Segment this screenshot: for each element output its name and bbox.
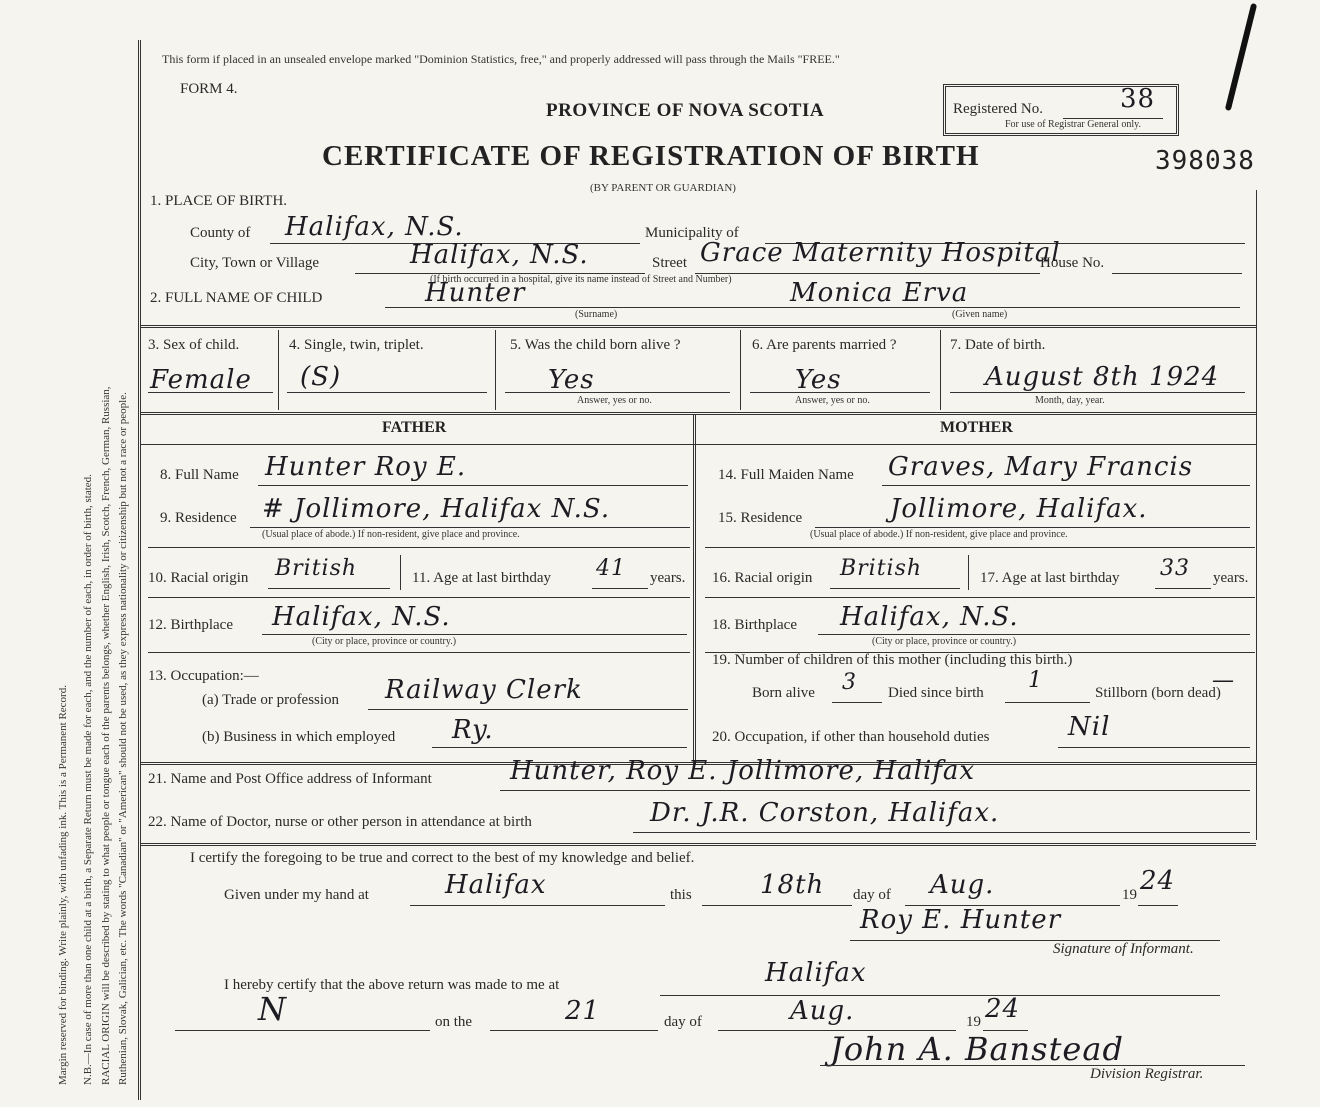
mother-occupation-label: 20. Occupation, if other than household duties [712, 729, 990, 745]
date-of-birth-value: August 8th 1924 [985, 362, 1220, 392]
mother-occupation-value: Nil [1068, 712, 1111, 742]
registrar-extra: N [258, 990, 287, 1028]
mother-name-label: 14. Full Maiden Name [718, 467, 854, 483]
children-count-label: 19. Number of children of this mother (including this birth.) [712, 652, 1073, 668]
given-year-prefix: 19 [1122, 887, 1137, 903]
on-the-label: on the [435, 1014, 473, 1030]
business-value: Ry. [452, 715, 494, 745]
child-name-label: 2. FULL NAME OF CHILD [150, 290, 323, 306]
given-under-label: Given under my hand at [224, 887, 369, 903]
mother-residence-value: Jollimore, Halifax. [890, 494, 1148, 524]
informant-signature-caption: Signature of Informant. [1053, 941, 1194, 957]
certificate-title: CERTIFICATE OF REGISTRATION OF BIRTH [322, 140, 980, 172]
form-number: FORM 4. [180, 81, 238, 97]
date-of-birth-caption: Month, day, year. [1035, 395, 1105, 406]
father-racial-label: 10. Racial origin [148, 570, 249, 586]
father-heading: FATHER [382, 419, 447, 436]
doctor-value: Dr. J.R. Corston, Halifax. [650, 798, 1000, 828]
registrar-place: Halifax [765, 958, 867, 988]
house-label: House No. [1040, 255, 1105, 271]
registration-year-prefix: 19 [966, 1014, 981, 1030]
county-label: County of [190, 225, 251, 241]
parents-married-question: 6. Are parents married ? [752, 337, 897, 353]
city-value: Halifax, N.S. [410, 240, 589, 270]
street-label: Street [652, 255, 687, 271]
column-divider [693, 414, 696, 764]
province-title: PROVINCE OF NOVA SCOTIA [546, 100, 825, 121]
date-of-birth-label: 7. Date of birth. [950, 337, 1046, 353]
father-age-label: 11. Age at last birthday [412, 570, 551, 586]
died-since-birth-label: Died since birth [888, 685, 984, 701]
sex-label: 3. Sex of child. [148, 337, 240, 353]
father-name-value: Hunter Roy E. [265, 452, 467, 482]
registrar-statement: I hereby certify that the above return was made to me at [224, 977, 560, 993]
postal-notice: This form if placed in an unsealed envelope marked "Dominion Statistics, free," and properly addressed will pass through the Mails "FREE." [162, 52, 840, 66]
died-since-birth-value: 1 [1028, 668, 1043, 693]
municipality-label: Municipality of [645, 225, 739, 241]
registration-year: 24 [985, 994, 1021, 1024]
trade-label: (a) Trade or profession [202, 692, 340, 708]
stamp-number: 398038 [1155, 146, 1255, 176]
mother-years: years. [1213, 570, 1249, 586]
stillborn-label: Stillborn (born dead) [1095, 685, 1221, 701]
born-alive-question: 5. Was the child born alive ? [510, 337, 681, 353]
mother-racial-value: British [840, 556, 923, 581]
given-day-of-label: day of [853, 887, 891, 903]
father-birthplace-caption: (City or place, province or country.) [312, 636, 457, 647]
business-label: (b) Business in which employed [202, 729, 396, 745]
trade-value: Railway Clerk [385, 675, 583, 705]
informant-signature: Roy E. Hunter [860, 905, 1062, 935]
mother-birthplace-label: 18. Birthplace [712, 617, 797, 633]
mother-racial-label: 16. Racial origin [712, 570, 813, 586]
father-residence-value: # Jollimore, Halifax N.S. [262, 494, 611, 524]
hospital-note: (If birth occurred in a hospital, give its name instead of Street and Number) [430, 274, 732, 285]
given-place: Halifax [445, 870, 547, 900]
margin-note-4: Ruthenian, Slovak, Galician, etc. The words "Canadian" or "American" should not be used, as they express nationality or citizenship but not a race or people. [117, 392, 129, 1085]
mother-birthplace-value: Halifax, N.S. [840, 602, 1019, 632]
stillborn-value: — [1212, 668, 1235, 693]
registrar-note: For use of Registrar General only. [1005, 119, 1141, 130]
given-day: 18th [760, 870, 825, 900]
certificate-subtitle: (BY PARENT OR GUARDIAN) [590, 182, 736, 194]
father-residence-caption: (Usual place of abode.) If non-resident, give place and province. [262, 529, 520, 540]
registration-day: 21 [565, 996, 601, 1026]
mother-residence-caption: (Usual place of abode.) If non-resident, give place and province. [810, 529, 1068, 540]
mother-age-value: 33 [1160, 556, 1190, 581]
this-label: this [670, 887, 692, 903]
surname-caption: (Surname) [575, 309, 618, 320]
informant-value: Hunter, Roy E. Jollimore, Halifax [510, 756, 976, 786]
born-alive-count-value: 3 [842, 670, 857, 695]
margin-note-3: RACIAL ORIGIN will be described by stating to what people or tongue each of the parents belongs, whether English, Irish, Scotch, French, German, Russian, [100, 386, 112, 1085]
registration-day-of-label: day of [664, 1014, 702, 1030]
mother-birthplace-caption: (City or place, province or country.) [872, 636, 1017, 647]
child-given-name: Monica Erva [790, 278, 969, 308]
registration-month: Aug. [790, 996, 855, 1026]
father-birthplace-value: Halifax, N.S. [272, 602, 451, 632]
registrar-signature-caption: Division Registrar. [1090, 1066, 1204, 1082]
margin-note-2: N.B.—In case of more than one child at a birth, a Separate Return must be made for each, and the number of each, in order of birth, stated. [82, 474, 94, 1085]
doctor-label: 22. Name of Doctor, nurse or other person in attendance at birth [148, 814, 532, 830]
father-birthplace-label: 12. Birthplace [148, 617, 233, 633]
registered-label: Registered No. [953, 101, 1043, 117]
parents-married-answer: Yes [795, 365, 842, 395]
mother-heading: MOTHER [940, 419, 1013, 436]
margin-note-1: Margin reserved for binding. Write plainly, with unfading ink. This is a Permanent Record. [57, 685, 69, 1085]
father-age-value: 41 [596, 556, 626, 581]
mother-name-value: Graves, Mary Francis [888, 452, 1194, 482]
plurality-label: 4. Single, twin, triplet. [289, 337, 424, 353]
given-year: 24 [1140, 866, 1176, 896]
registrar-signature: John A. Banstead [830, 1030, 1124, 1068]
given-name-caption: (Given name) [952, 309, 1008, 320]
father-racial-value: British [275, 556, 358, 581]
check-mark [1225, 3, 1257, 111]
born-alive-answer: Yes [548, 365, 595, 395]
right-border [1256, 190, 1257, 840]
informant-label: 21. Name and Post Office address of Informant [148, 771, 432, 787]
father-occupation-label: 13. Occupation:— [148, 668, 259, 684]
street-value: Grace Maternity Hospital [700, 238, 1061, 268]
left-border [138, 40, 141, 1100]
city-label: City, Town or Village [190, 255, 320, 271]
parents-married-caption: Answer, yes or no. [795, 395, 870, 406]
father-residence-label: 9. Residence [160, 510, 237, 526]
registered-value: 38 [1120, 84, 1156, 114]
plurality-value: (S) [300, 362, 342, 392]
born-alive-caption: Answer, yes or no. [577, 395, 652, 406]
born-alive-count-label: Born alive [752, 685, 815, 701]
place-of-birth-heading: 1. PLACE OF BIRTH. [150, 193, 288, 209]
certification-statement: I certify the foregoing to be true and correct to the best of my knowledge and belief. [190, 850, 695, 866]
father-years: years. [650, 570, 686, 586]
given-month: Aug. [930, 870, 995, 900]
child-surname: Hunter [425, 278, 526, 308]
mother-age-label: 17. Age at last birthday [980, 570, 1120, 586]
county-value: Halifax, N.S. [285, 212, 464, 242]
sex-value: Female [150, 365, 252, 395]
mother-residence-label: 15. Residence [718, 510, 803, 526]
father-name-label: 8. Full Name [160, 467, 239, 483]
